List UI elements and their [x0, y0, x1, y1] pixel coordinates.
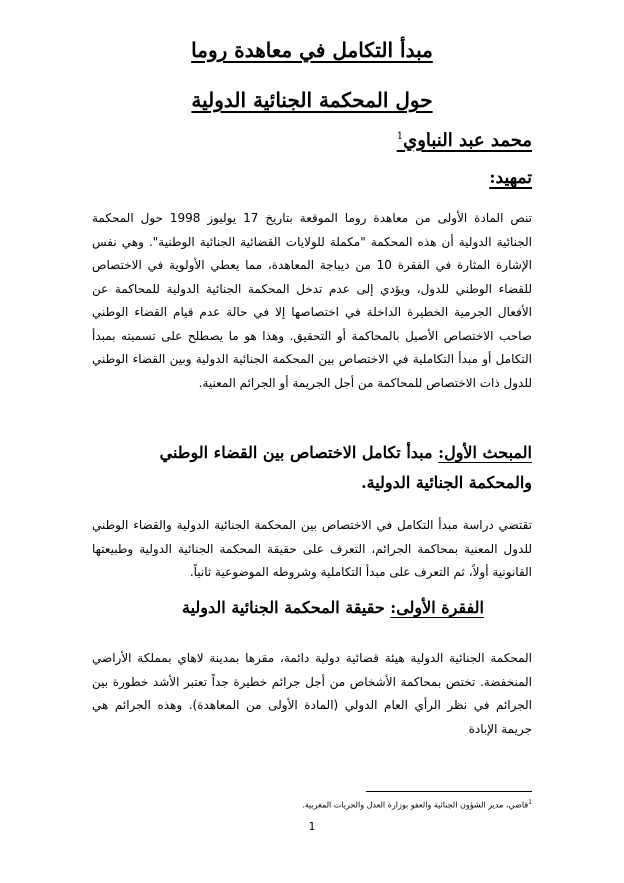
footnote [302, 799, 532, 810]
footnote-divider [366, 791, 532, 792]
intro-paragraph: تنص المادة الأولى من معاهدة روما الموقعة بتاريخ 17 يوليوز 1998 حول المحكمة الجنائية الدولية أن هذه المحكمة "مكملة للولايات القضائية الجنائية الوطنية". وهي نفس الإشارة المثارة في الفقرة 10 من ديباجة المعاهدة، مما يعطي الأولوية في الاختصاص للقضاء الوطني للدول، ويؤدي إلى عدم تدخل المحكمة الجنائية الدولية للمحاكمة عن الأفعال الجرمية الخطيرة الداخلة في اختصاصها إلا في حالة عدم قيام القضاء الوطني صاحب الاختصاص الأصيل بالمحاكمة أو التحقيق. وهذا هو ما يصطلح على تسميته بمبدأ التكامل أو مبدأ التكاملية في الاختصاص بين المحكمة الجنائية الدولية وبين القضاء الوطني للدول ذات الاختصاص للمحاكمة من أجل الجريمة أو الجرائم المعنية. [92, 211, 532, 390]
intro-heading: تمهيد: [489, 168, 532, 188]
subsection1-title: حقيقة المحكمة الجنائية الدولية [182, 598, 385, 617]
author-footnote-ref: 1 [396, 131, 404, 142]
page-number: 1 [308, 820, 316, 833]
subsection1-label: الفقرة الأولى: [390, 598, 484, 617]
section1-heading [92, 438, 532, 498]
footnote-text: قاضي، مدير الشؤون الجنائية والعفو بوزارة العدل والحريات المغربية. [302, 800, 529, 810]
author-name [397, 130, 532, 151]
footnote-ref: 1 [528, 799, 532, 806]
section1-paragraph: تقتضي دراسة مبدأ التكامل في الاختصاص بين المحكمة الجنائية الدولية والقضاء الوطني للدول المعنية بمحاكمة الجرائم، التعرف على حقيقة المحكمة الجنائية الدولية وطبيعتها القانونية أولاً، ثم التعرف على مبدأ التكاملية وشروطه الموضوعية ثانياً. [92, 518, 532, 579]
section1-title: مبدأ تكامل الاختصاص بين القضاء الوطني والمحكمة الجنائية الدولية. [159, 443, 532, 492]
subsection1-heading [182, 598, 484, 617]
document-title-line1: مبدأ التكامل في معاهدة روما [191, 38, 433, 62]
subsection1-paragraph: المحكمة الجنائية الدولية هيئة قضائية دولية دائمة، مقرها بمدينة لاهاي بمملكة الأراضي المنخفضة. تختص بمحاكمة الأشخاص من أجل جرائم خطيرة جداً تعتبر الأشد خطورة بين الجرائم في نظر الرأي العام الدولي (المادة الأولى من المعاهدة). وهذه الجرائم هي جريمة الإبادة [92, 651, 532, 736]
author-name-text: محمد عبد النباوي [403, 130, 532, 151]
document-title-line2: حول المحكمة الجنائية الدولية [191, 88, 433, 112]
section1-label: المبحث الأول: [438, 443, 532, 462]
